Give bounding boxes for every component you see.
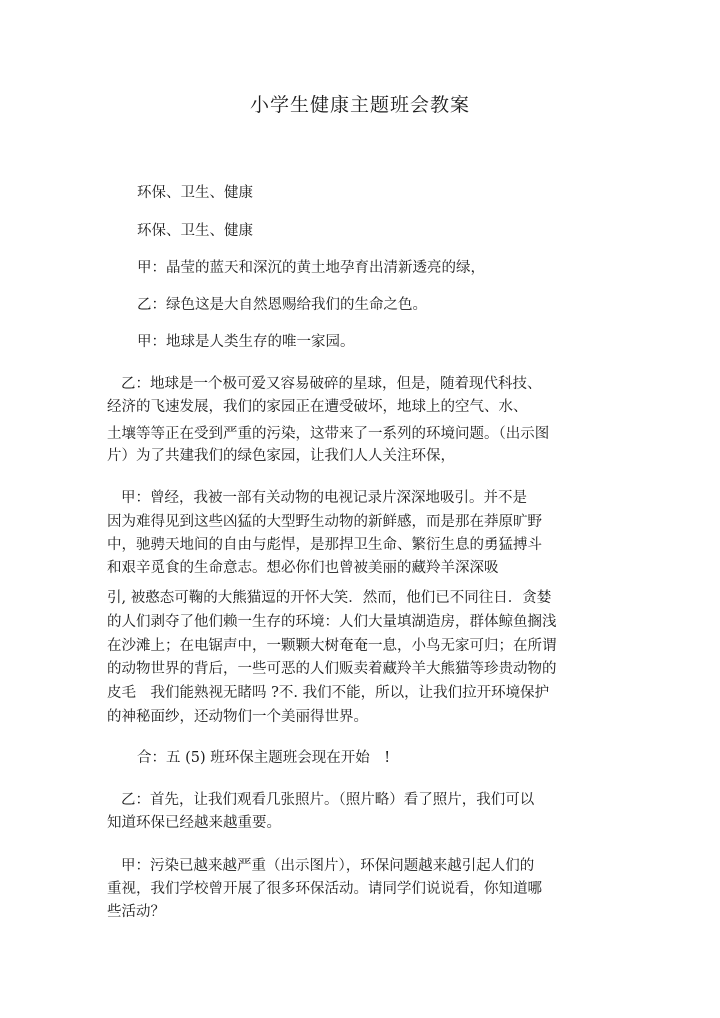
text-line: 甲：晶莹的蓝天和深沉的黄土地孕育出清新透亮的绿， — [137, 260, 485, 276]
text-line: 环保、卫生、健康 — [137, 223, 253, 239]
text-line: 甲：曾经，我被一部有关动物的电视记录片深深地吸引。并不是 — [121, 490, 527, 506]
text-line: 的动物世界的背后，一些可恶的人们贩卖着藏羚羊大熊猫等珍贵动物的 — [107, 661, 557, 677]
text-line: 乙：地球是一个极可爱又容易破碎的星球，但是，随着现代科技、 — [121, 376, 542, 392]
text-line: 片）为了共建我们的绿色家园，让我们人人关注环保， — [107, 448, 455, 464]
text-line: 乙：绿色这是大自然恩赐给我们的生命之色。 — [137, 297, 427, 313]
text-line: 引, 被憨态可鞠的大熊猫逗的开怀大笑．然而，他们已不同往日．贪婪 — [107, 590, 552, 606]
text-line: 的神秘面纱，还动物们一个美丽得世界。 — [107, 709, 368, 725]
text-line: 重视，我们学校曾开展了很多环保活动。请同学们说说看，你知道哪 — [107, 881, 542, 897]
text-line: 甲：污染已越来越严重（出示图片），环保问题越来越引起人们的 — [121, 858, 535, 874]
text-line: 和艰辛觅食的生命意志。想必你们也曾被美丽的藏羚羊深深吸 — [107, 560, 499, 576]
text-line: 环保、卫生、健康 — [137, 185, 253, 201]
text-line: 些活动？ — [107, 904, 165, 920]
text-line: 皮毛 我们能熟视无睹吗 ?不. 我们不能，所以，让我们拉开环境保护 — [107, 685, 550, 701]
text-line: 甲：地球是人类生存的唯一家园。 — [137, 334, 355, 350]
text-line: 土壤等等正在受到严重的污染，这带来了一系列的环境问题。（出示图 — [107, 426, 550, 442]
page-title: 小学生健康主题班会教案 — [249, 94, 470, 116]
text-line: 合：五 (5) 班环保主题班会现在开始 ! — [137, 750, 391, 766]
text-line: 经济的飞速发展，我们的家园正在遭受破坏，地球上的空气、水、 — [107, 399, 528, 415]
text-line: 在沙滩上；在电锯声中，一颗颗大树奄奄一息，小鸟无家可归；在所谓 — [107, 638, 557, 654]
text-line: 的人们剥夺了他们赖一生存的环境：人们大量填湖造房，群体鲸鱼搁浅 — [107, 614, 557, 630]
text-line: 中，驰骋天地间的自由与彪悍，是那捍卫生命、繁衍生息的勇猛搏斗 — [107, 537, 542, 553]
text-line: 因为难得见到这些凶猛的大型野生动物的新鲜感，而是那在莽原旷野 — [107, 514, 542, 530]
text-line: 乙：首先，让我们观看几张照片。（照片略）看了照片，我们可以 — [121, 792, 535, 808]
text-line: 知道环保已经越来越重要。 — [107, 815, 281, 831]
